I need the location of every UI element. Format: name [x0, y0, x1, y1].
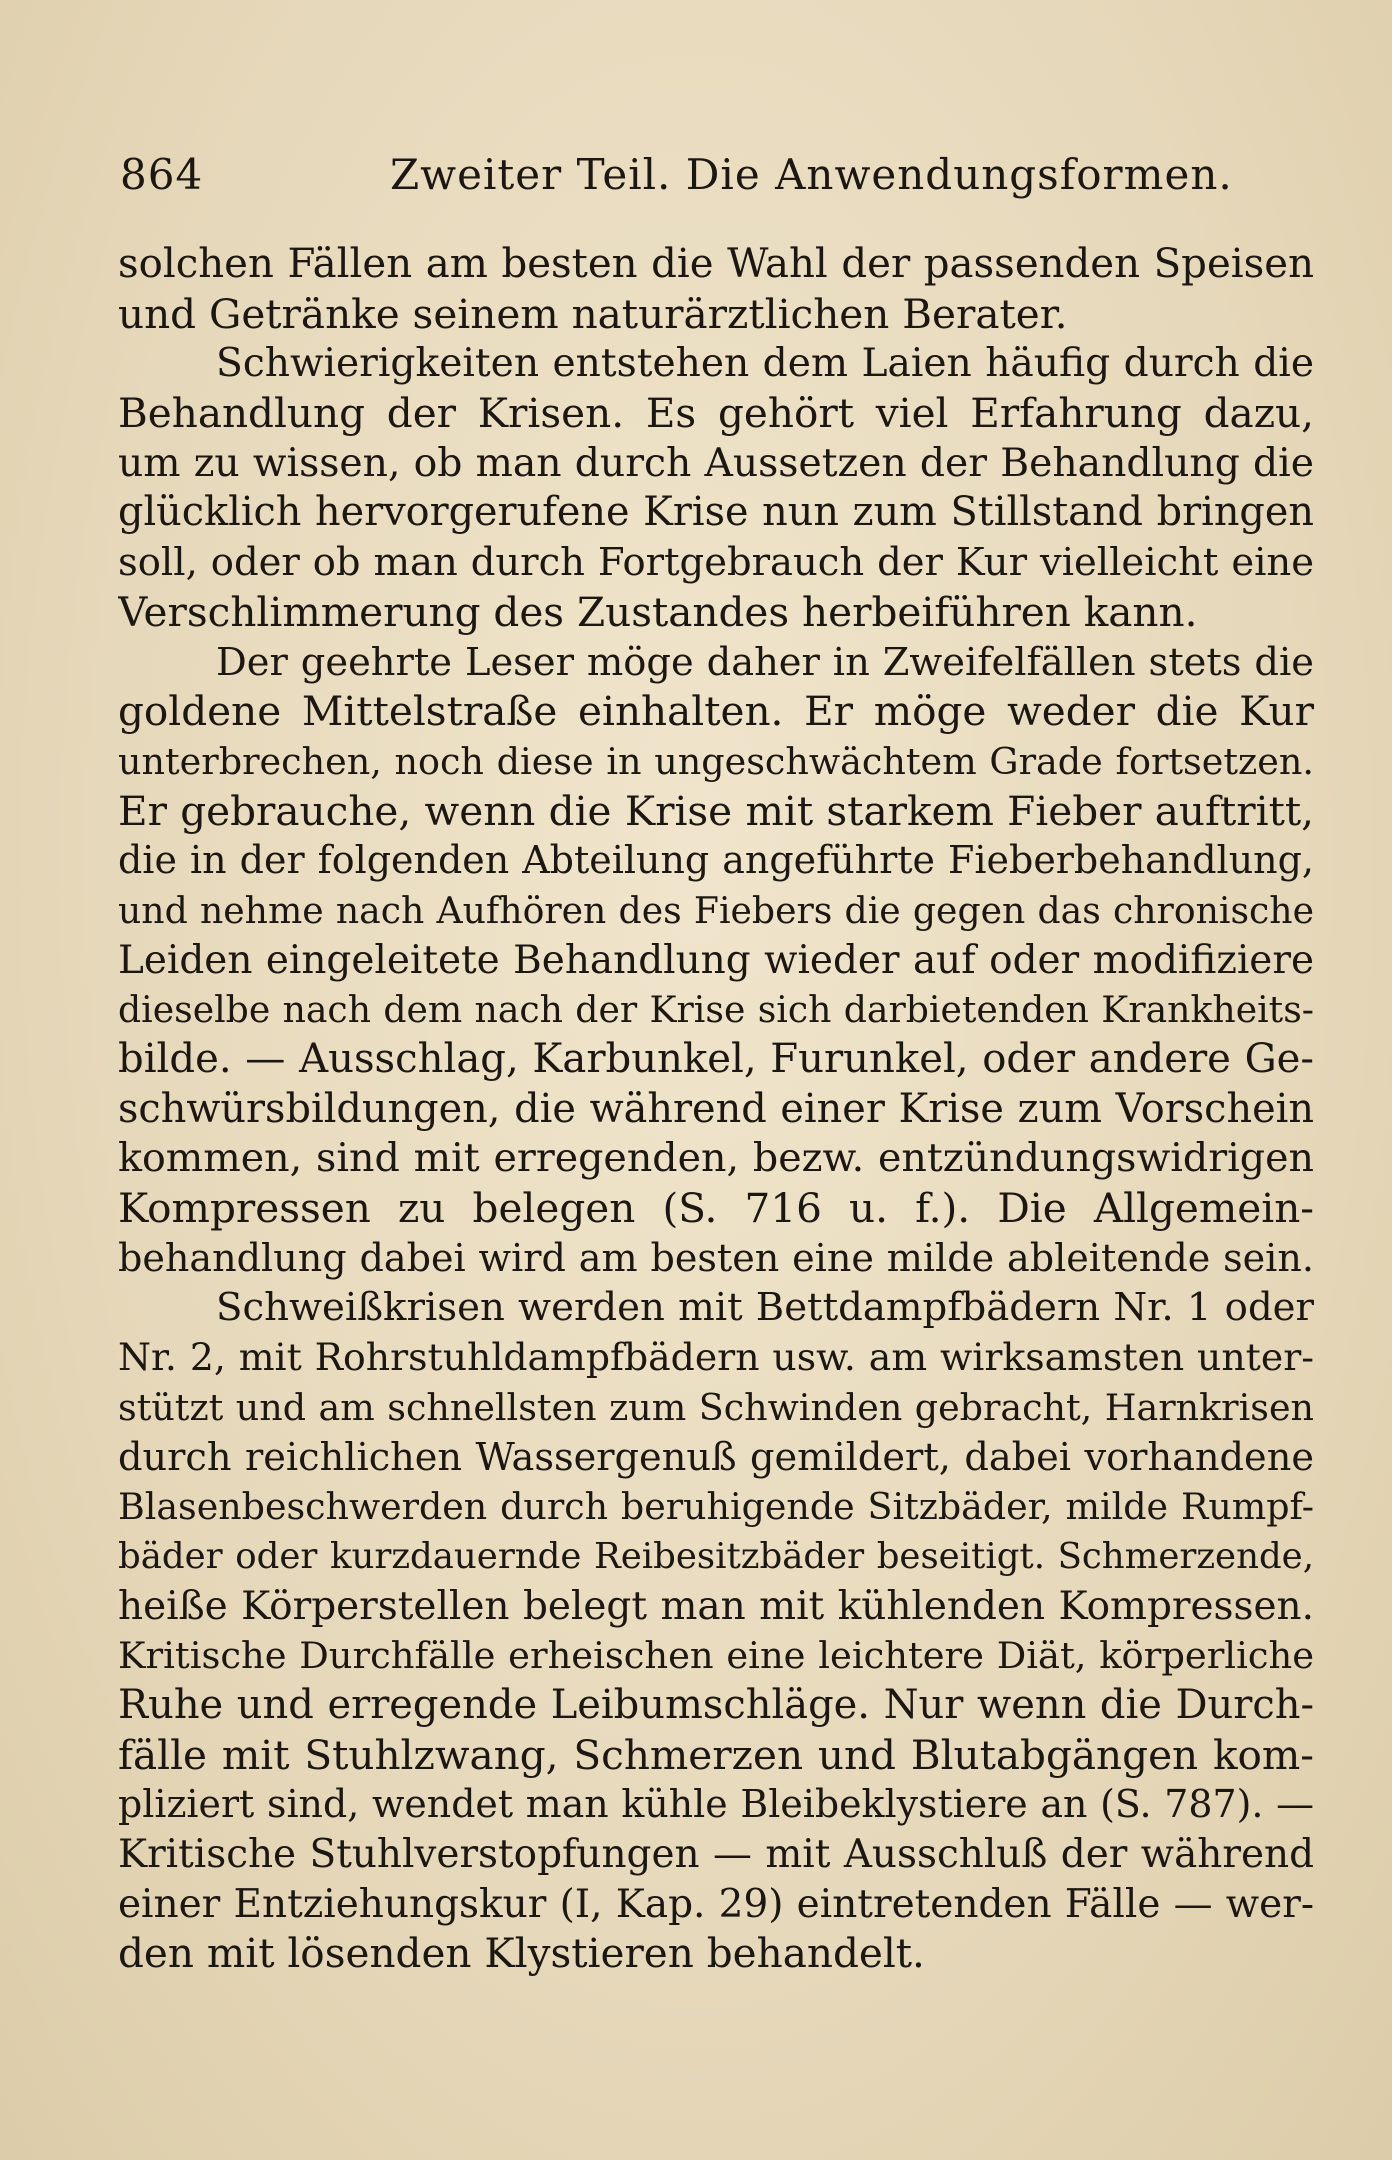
text-line: Leiden eingeleitete Behandlung wieder auf oder modifiziere: [118, 937, 1314, 983]
text-line: Blasenbeschwerden durch beruhigende Sitzbäder, milde Rumpf-: [118, 1485, 1314, 1529]
text-line: Kompressen zu belegen (S. 716 u. f.). Die Allgemein-: [118, 1184, 1314, 1233]
text-line: fälle mit Stuhlzwang, Schmerzen und Blutabgängen kom-: [118, 1730, 1314, 1779]
running-head: Zweiter Teil. Die Anwendungsformen.: [390, 150, 1233, 199]
page-header: [120, 150, 1310, 210]
text-line: Kritische Stuhlverstopfungen — mit Ausschluß der während: [118, 1832, 1314, 1877]
text-line: glücklich hervorgerufene Krise nun zum Stillstand bringen: [118, 489, 1314, 536]
text-line: heiße Körperstellen belegt man mit kühlenden Kompressen.: [118, 1583, 1314, 1629]
text-line: Verschlimmerung des Zustandes herbeiführen kann.: [118, 587, 1198, 636]
text-line: die in der folgenden Abteilung angeführte Fieberbehandlung,: [118, 838, 1314, 883]
text-line: einer Entziehungskur (I, Kap. 29) eintretenden Fälle — wer-: [118, 1881, 1314, 1927]
text-line: soll, oder ob man durch Fortgebrauch der Kur vielleicht eine: [118, 540, 1314, 586]
text-line: unterbrechen, noch diese in ungeschwächtem Grade fortsetzen.: [118, 739, 1314, 783]
text-line: Schweißkrisen werden mit Bettdampfbädern Nr. 1 oder: [216, 1285, 1314, 1331]
text-line: goldene Mittelstraße einhalten. Er möge weder die Kur: [118, 687, 1314, 736]
text-line: stützt und am schnellsten zum Schwinden gebracht, Harnkrisen: [118, 1385, 1314, 1429]
text-line: Er gebrauche, wenn die Krise mit starkem Fieber auftritt,: [118, 786, 1314, 835]
text-line: und nehme nach Aufhören des Fiebers die gegen das chronische: [118, 888, 1314, 932]
text-line: behandlung dabei wird am besten eine milde ableitende sein.: [118, 1235, 1314, 1280]
text-line: bäder oder kurzdauernde Reibesitzbäder beseitigt. Schmerzende,: [118, 1535, 1314, 1577]
text-line: Ruhe und erregende Leibumschläge. Nur wenn die Durch-: [118, 1681, 1314, 1728]
text-line: pliziert sind, wendet man kühle Bleibeklystiere an (S. 787). —: [118, 1782, 1314, 1827]
text-line: bilde. — Ausschlag, Karbunkel, Furunkel, oder andere Ge-: [118, 1036, 1314, 1082]
text-line: und Getränke seinem naturärztlichen Berater.: [118, 289, 1068, 338]
text-line: Der geehrte Leser möge daher in Zweifelfällen stets die: [216, 639, 1314, 685]
text-line: dieselbe nach dem nach der Krise sich darbietenden Krankheits-: [118, 988, 1314, 1032]
text-line: Kritische Durchfälle erheischen eine leichtere Diät, körperliche: [118, 1634, 1314, 1678]
text-line: Behandlung der Krisen. Es gehört viel Erfahrung dazu,: [118, 389, 1314, 438]
text-line: um zu wissen, ob man durch Aussetzen der Behandlung die: [118, 440, 1314, 486]
text-line: Schwierigkeiten entstehen dem Laien häufig durch die: [216, 341, 1314, 387]
text-line: Nr. 2, mit Rohrstuhldampfbädern usw. am wirksamsten unter-: [118, 1335, 1314, 1380]
text-line: schwürsbildungen, die während einer Krise zum Vorschein: [118, 1085, 1314, 1132]
text-line: solchen Fällen am besten die Wahl der passenden Speisen: [118, 241, 1314, 287]
body-text: [118, 240, 1314, 1979]
text-line: den mit lösenden Klystieren behandelt.: [118, 1929, 925, 1978]
text-line: kommen, sind mit erregenden, bezw. entzündungswidrigen: [118, 1135, 1314, 1182]
text-line: durch reichlichen Wassergenuß gemildert, dabei vorhandene: [118, 1434, 1314, 1480]
page-number: 864: [120, 150, 204, 199]
